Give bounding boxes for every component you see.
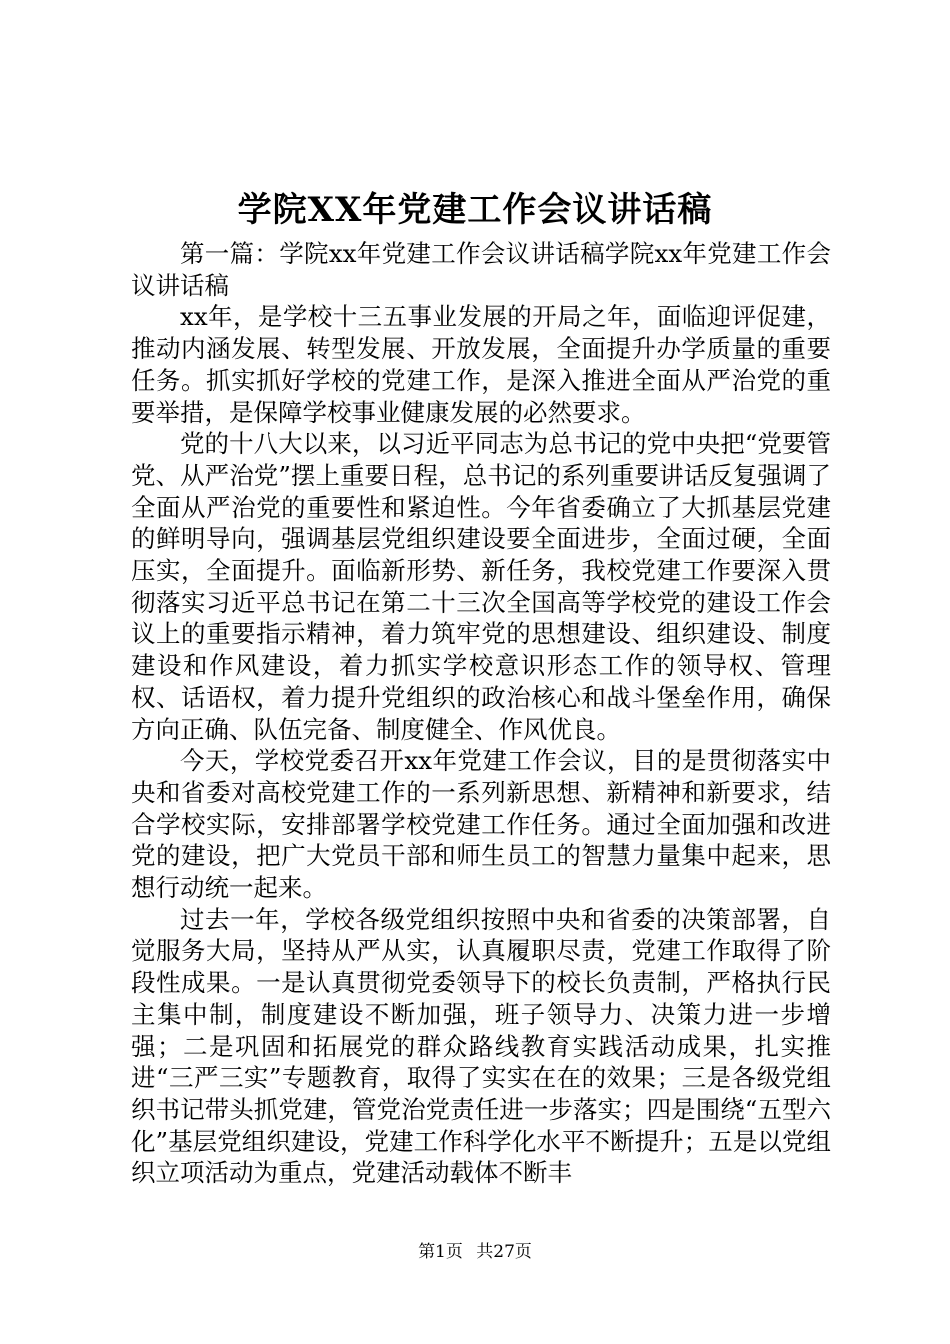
document-body bbox=[131, 238, 831, 1189]
document-title: 学院XX年党建工作会议讲话稿 bbox=[237, 190, 713, 230]
paragraph-2: xx年，是学校十三五事业发展的开局之年，面临迎评促建，推动内涵发展、转型发展、开放发展，全面提升办学质量的重要任务。抓实抓好学校的党建工作，是深入推进全面从严治党的重要举措，是保障学校事业健康发展的必然要求。 bbox=[131, 302, 831, 427]
paragraph-1: 第一篇：学院xx年党建工作会议讲话稿学院xx年党建工作会议讲话稿 bbox=[131, 239, 831, 300]
page-number: 第1页 bbox=[418, 1242, 463, 1262]
paragraph-4: 今天，学校党委召开xx年党建工作会议，目的是贯彻落实中央和省委对高校党建工作的一系列新思想、新精神和新要求，结合学校实际，安排部署学校党建工作任务。通过全面加强和改进党的建设，把广大党员干部和师生员工的智慧力量集中起来，思想行动统一起来。 bbox=[131, 746, 831, 903]
page-footer bbox=[0, 1240, 950, 1264]
paragraph-3: 党的十八大以来，以习近平同志为总书记的党中央把“党要管党、从严治党”摆上重要日程，总书记的系列重要讲话反复强调了全面从严治党的重要性和紧迫性。今年省委确立了大抓基层党建的鲜明导向，强调基层党组织建设要全面进步，全面过硬，全面压实，全面提升。面临新形势、新任务，我校党建工作要深入贯彻落实习近平总书记在第二十三次全国高等学校党的建设工作会议上的重要指示精神，着力筑牢党的思想建设、组织建设、制度建设和作风建设，着力抓实学校意识形态工作的领导权、管理权、话语权，着力提升党组织的政治核心和战斗堡垒作用，确保方向正确、队伍完备、制度健全、作风优良。 bbox=[131, 429, 831, 744]
paragraph-5: 过去一年，学校各级党组织按照中央和省委的决策部署，自觉服务大局，坚持从严从实，认真履职尽责，党建工作取得了阶段性成果。一是认真贯彻党委领导下的校长负责制，严格执行民主集中制，制度建设不断加强，班子领导力、决策力进一步增强；二是巩固和拓展党的群众路线教育实践活动成果，扎实推进“三严三实”专题教育，取得了实实在在的效果；三是各级党组织书记带头抓党建，管党治党责任进一步落实；四是围绕“五型六化”基层党组织建设，党建工作科学化水平不断提升；五是以党组织立项活动为重点，党建活动载体不断丰 bbox=[131, 904, 831, 1188]
page-total: 共27页 bbox=[476, 1242, 532, 1262]
